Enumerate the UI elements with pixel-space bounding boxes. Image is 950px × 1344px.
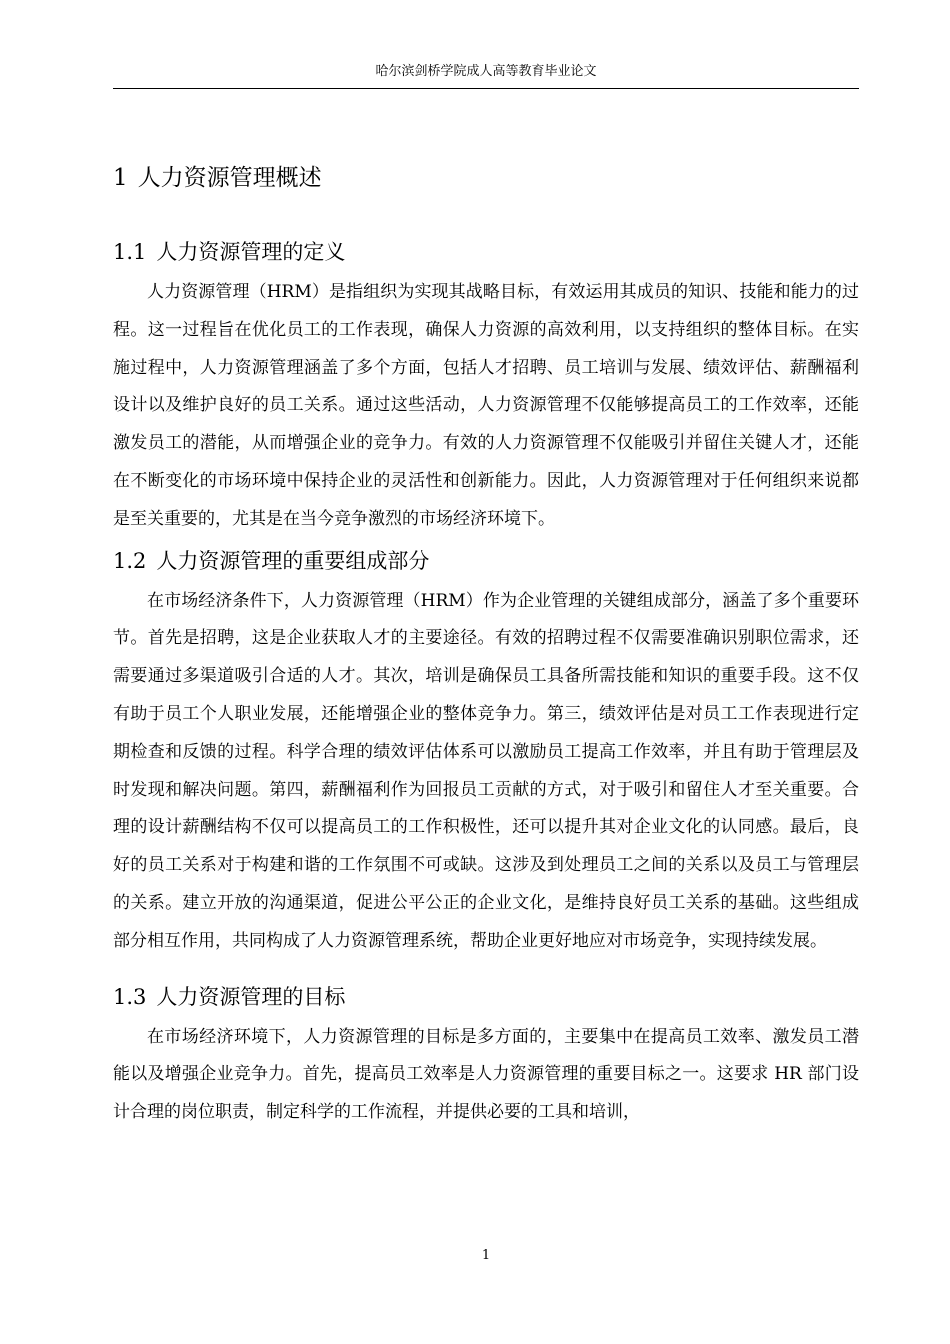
- running-header: 哈尔滨剑桥学院成人高等教育毕业论文: [375, 64, 597, 79]
- header-divider: [113, 88, 859, 89]
- section-paragraph-1-1: 人力资源管理（HRM）是指组织为实现其战略目标，有效运用其成员的知识、技能和能力的过程。这一过程旨在优化员工的工作表现，确保人力资源的高效利用，以支持组织的整体目标。在实施过程中，人力资源管理涵盖了多个方面，包括人才招聘、员工培训与发展、绩效评估、薪酬福利设计以及维护良好的员工关系。通过这些活动，人力资源管理不仅能够提高员工的工作效率，还能激发员工的潜能，从而增强企业的竞争力。有效的人力资源管理不仅能吸引并留住关键人才，还能在不断变化的市场环境中保持企业的灵活性和创新能力。因此，人力资源管理对于任何组织来说都是至关重要的，尤其是在当今竞争激烈的市场经济环境下。: [113, 282, 859, 529]
- section-heading-1-3: [113, 975, 859, 1019]
- section-paragraph-1-2: 在市场经济条件下，人力资源管理（HRM）作为企业管理的关键组成部分，涵盖了多个重要环节。首先是招聘，这是企业获取人才的主要途径。有效的招聘过程不仅需要准确识别职位需求，还需要通过多渠道吸引合适的人才。其次，培训是确保员工具备所需技能和知识的重要手段。这不仅有助于员工个人职业发展，还能增强企业的整体竞争力。第三，绩效评估是对员工工作表现进行定期检查和反馈的过程。科学合理的绩效评估体系可以激励员工提高工作效率，并且有助于管理层及时发现和解决问题。第四，薪酬福利作为回报员工贡献的方式，对于吸引和留住人才至关重要。合理的设计薪酬结构不仅可以提高员工的工作积极性，还可以提升其对企业文化的认同感。最后，良好的员工关系对于构建和谐的工作氛围不可或缺。这涉及到处理员工之间的关系以及员工与管理层的关系。建立开放的沟通渠道，促进公平公正的企业文化，是维持良好员工关系的基础。这些组成部分相互作用，共同构成了人力资源管理系统，帮助企业更好地应对市场竞争，实现持续发展。: [113, 590, 859, 951]
- section-title: 人力资源管理的定义: [156, 240, 346, 264]
- section-number: 1.2: [113, 548, 147, 573]
- section-title: 人力资源管理的重要组成部分: [156, 548, 430, 573]
- section-number: 1.3: [113, 984, 147, 1009]
- page-number: 1: [481, 1248, 491, 1263]
- section-heading-1-1: [113, 230, 859, 274]
- section-title: 人力资源管理的目标: [156, 984, 346, 1009]
- page-body: [113, 150, 859, 1132]
- section-paragraph-1-3: 在市场经济环境下，人力资源管理的目标是多方面的，主要集中在提高员工效率、激发员工潜能以及增强企业竞争力。首先，提高员工效率是人力资源管理的重要目标之一。这要求 HR 部门设计合理的岗位职责，制定科学的工作流程，并提供必要的工具和培训，: [113, 1026, 859, 1123]
- chapter-heading: [113, 150, 859, 206]
- chapter-number: 1: [113, 165, 128, 191]
- chapter-title: 人力资源管理概述: [137, 165, 322, 191]
- section-number: 1.1: [113, 240, 147, 264]
- section-heading-1-2: [113, 539, 859, 583]
